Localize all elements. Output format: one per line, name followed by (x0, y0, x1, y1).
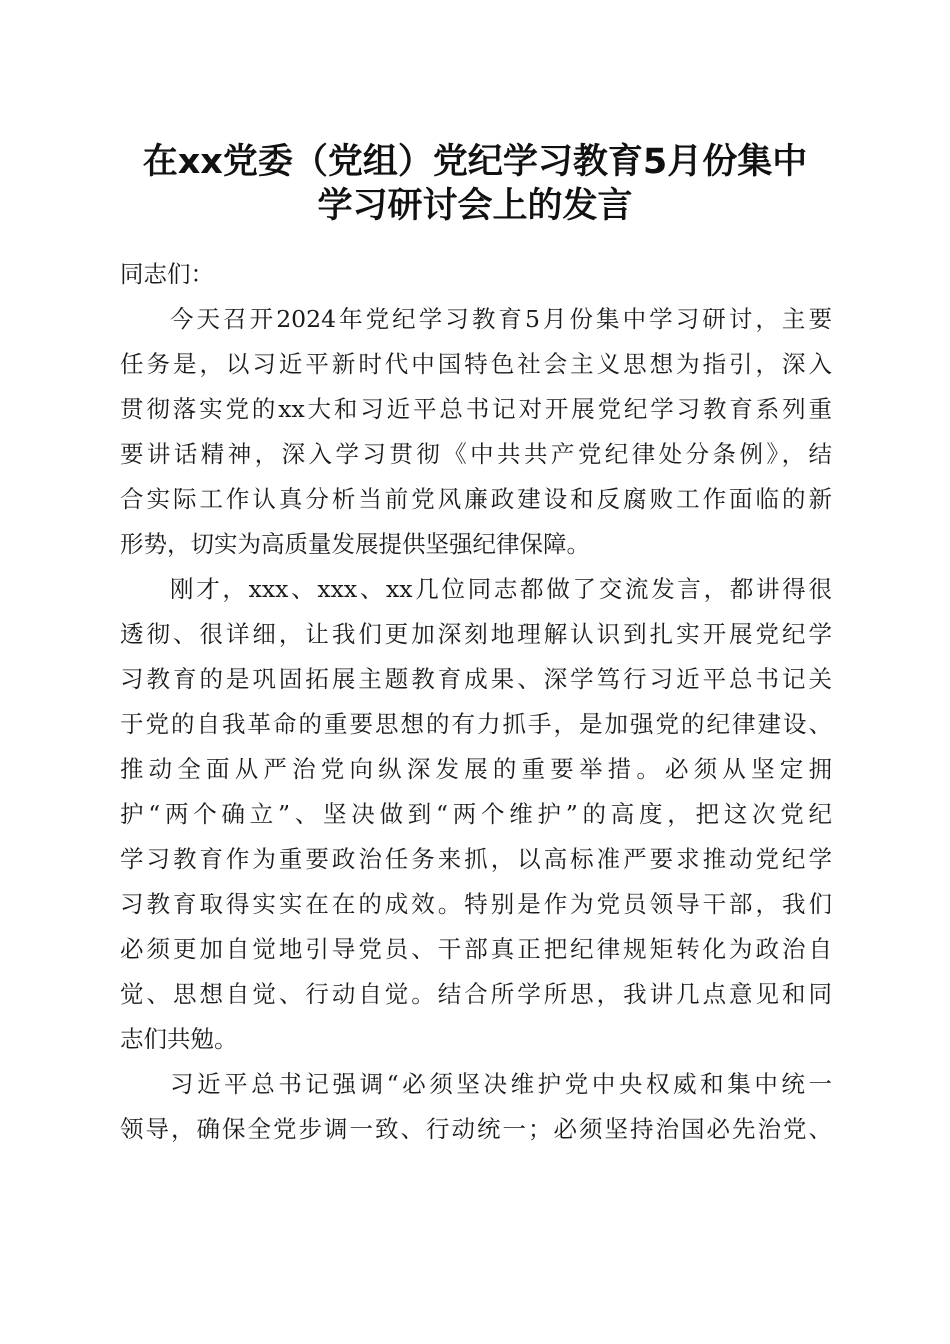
body-line: 觉、思想自觉、行动自觉。结合所学所思，我讲几点意见和同 (120, 980, 832, 1008)
body-line: 透彻、很详细，让我们更加深刻地理解认识到扎实开展党纪学 (120, 620, 832, 648)
body-line: 习教育的是巩固拓展主题教育成果、深学笃行习近平总书记关 (120, 665, 832, 693)
body-line: 习教育取得实实在在的成效。特别是作为党员领导干部，我们 (120, 890, 832, 918)
body-line: 于党的自我革命的重要思想的有力抓手，是加强党的纪律建设、 (120, 710, 832, 738)
body-line: 领导，确保全党步调一致、行动统一；必须坚持治国必先治党、 (120, 1115, 832, 1143)
body-line: 必须更加自觉地引导党员、干部真正把纪律规矩转化为政治自 (120, 935, 832, 963)
body-line: 推动全面从严治党向纵深发展的重要举措。必须从坚定拥 (120, 755, 832, 783)
body-line: 学习教育作为重要政治任务来抓，以高标准严要求推动党纪学 (120, 845, 832, 873)
document-title-line-1: 在xx党委（党组）党纪学习教育5月份集中 (142, 142, 808, 182)
body-line: 形势，切实为高质量发展提供坚强纪律保障。 (120, 530, 590, 558)
body-line: 刚才，xxx、xxx、xx几位同志都做了交流发言，都讲得很 (170, 575, 832, 603)
body-line: 贯彻落实党的xx大和习近平总书记对开展党纪学习教育系列重 (120, 395, 832, 423)
body-line: 志们共勉。 (120, 1025, 238, 1053)
body-line: 任务是，以习近平新时代中国特色社会主义思想为指引，深入 (120, 350, 832, 378)
body-line: 要讲话精神，深入学习贯彻《中共共产党纪律处分条例》，结 (120, 440, 832, 468)
document-body (120, 252, 832, 1152)
body-line: 合实际工作认真分析当前党风廉政建设和反腐败工作面临的新 (120, 485, 832, 513)
body-line: 今天召开2024年党纪学习教育5月份集中学习研讨，主要 (170, 305, 832, 333)
body-line: 习近平总书记强调“必须坚决维护党中央权威和集中统一 (170, 1070, 832, 1098)
body-line: 护“两个确立”、坚决做到“两个维护”的高度，把这次党纪 (120, 800, 832, 828)
salutation: 同志们： (120, 260, 214, 288)
document-title-line-2: 学习研讨会上的发言 (317, 186, 633, 226)
